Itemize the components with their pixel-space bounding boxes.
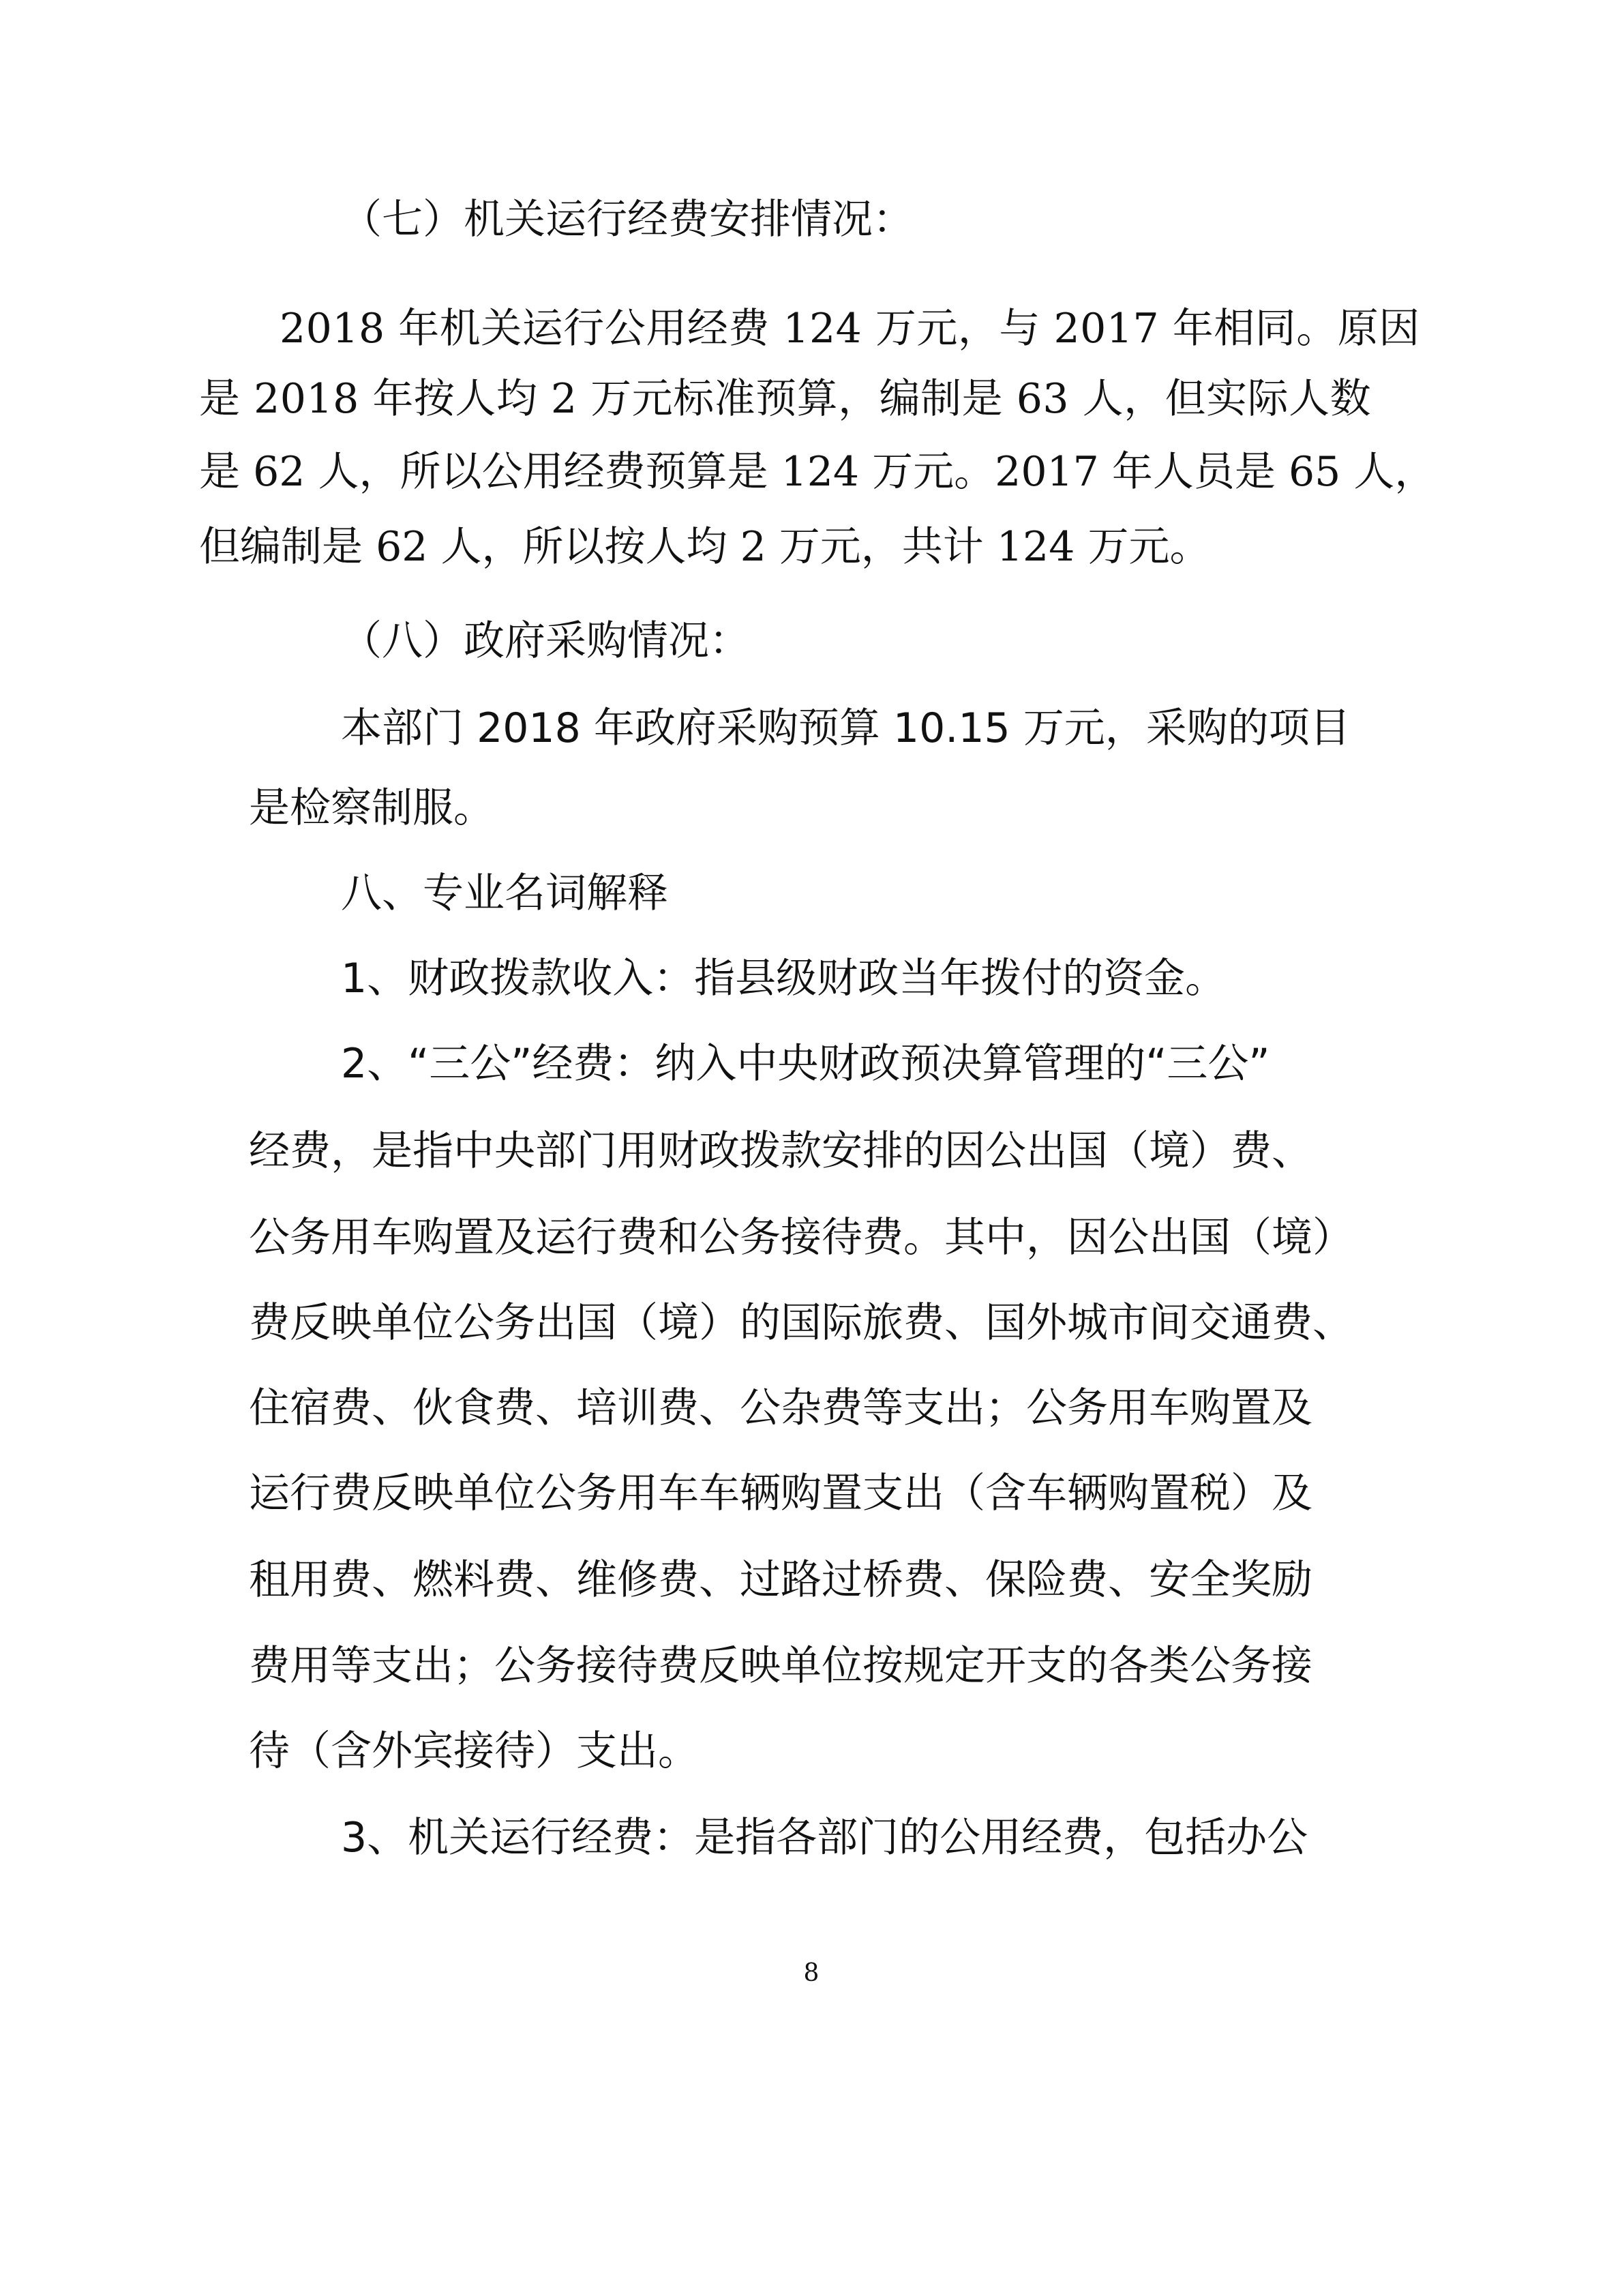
glossary-item-2-line-5: 住宿费、伙食费、培训费、公杂费等支出；公务用车购置及: [249, 1384, 1312, 1432]
section-8-paragraph-line-2: 是检察制服。: [249, 784, 494, 832]
section-7-paragraph-line-2: 是 2018 年按人均 2 万元标准预算，编制是 63 人，但实际人数: [199, 375, 1372, 423]
section-7-heading: （七）机关运行经费安排情况：: [341, 196, 914, 243]
glossary-item-2-line-6: 运行费反映单位公务用车车辆购置支出（含车辆购置税）及: [249, 1470, 1312, 1517]
glossary-item-2-line-2: 经费，是指中央部门用财政拨款安排的因公出国（境）费、: [249, 1127, 1312, 1175]
section-7-paragraph-line-1: 2018 年机关运行公用经费 124 万元，与 2017 年相同。原因: [280, 305, 1420, 353]
glossary-item-2-line-8: 费用等支出；公务接待费反映单位按规定开支的各类公务接: [249, 1642, 1312, 1690]
glossary-item-3-line-1: 3、机关运行经费：是指各部门的公用经费，包括办公: [341, 1814, 1308, 1862]
glossary-item-1-line-1: 1、财政拨款收入：指县级财政当年拨付的资金。: [341, 955, 1227, 1002]
section-7-paragraph-line-3: 是 62 人，所以公用经费预算是 124 万元。2017 年人员是 65 人，: [199, 448, 1436, 496]
glossary-item-2-line-1: 2、“三公”经费：纳入中央财政预决算管理的“三公”: [341, 1040, 1270, 1088]
section-8-paragraph-line-1: 本部门 2018 年政府采购预算 10.15 万元，采购的项目: [341, 704, 1351, 752]
glossary-item-2-line-3: 公务用车购置及运行费和公务接待费。其中，因公出国（境）: [249, 1214, 1353, 1262]
section-8-heading: （八）政府采购情况：: [341, 617, 750, 665]
glossary-item-2-line-4: 费反映单位公务出国（境）的国际旅费、国外城市间交通费、: [249, 1299, 1353, 1347]
glossary-heading: 八、专业名词解释: [341, 869, 668, 917]
glossary-item-2-line-9: 待（含外宾接待）支出。: [249, 1727, 699, 1775]
glossary-item-2-line-7: 租用费、燃料费、维修费、过路过桥费、保险费、安全奖励: [249, 1556, 1312, 1604]
page-number: 8: [803, 1959, 820, 1987]
section-7-paragraph-line-4: 但编制是 62 人，所以按人均 2 万元，共计 124 万元。: [199, 523, 1211, 571]
